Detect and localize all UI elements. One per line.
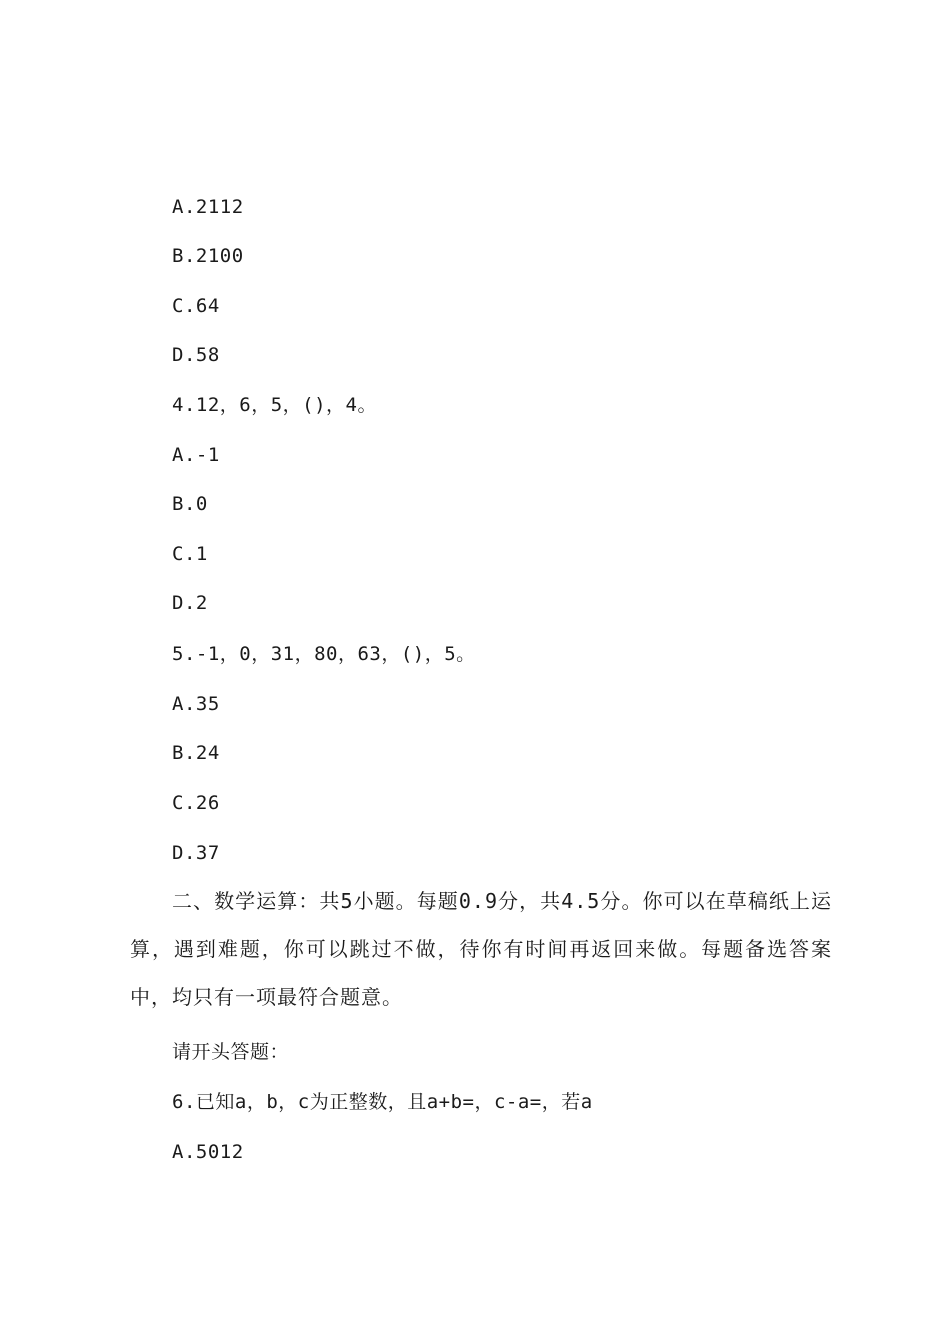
q5-option-c: C.26: [172, 792, 220, 814]
q4-option-b: B.0: [172, 493, 208, 515]
q4-stem: 4.12，6，5，()，4。: [172, 394, 377, 416]
q5-option-b: B.24: [172, 742, 220, 764]
q6-stem: 6.已知a，b，c为正整数，且a+b=，c-a=，若a: [172, 1091, 593, 1113]
q3-option-d: D.58: [172, 344, 220, 366]
q4-option-a: A.-1: [172, 444, 220, 466]
q5-stem: 5.-1，0，31，80，63，()，5。: [172, 643, 476, 665]
section2-intro: 二、数学运算：共5小题。每题0.9分，共4.5分。你可以在草稿纸上运算，遇到难题，你可以跳过不做，待你有时间再返回来做。每题备选答案中，均只有一项最符合题意。: [130, 889, 832, 1009]
q3-option-a: A.2112: [172, 196, 244, 218]
q3-option-b: B.2100: [172, 245, 244, 267]
q3-option-c: C.64: [172, 295, 220, 317]
q4-option-c: C.1: [172, 543, 208, 565]
q5-option-d: D.37: [172, 842, 220, 864]
q6-option-a: A.5012: [172, 1141, 244, 1163]
q5-option-a: A.35: [172, 693, 220, 715]
section2-start: 请开头答题：: [172, 1041, 290, 1063]
q4-option-d: D.2: [172, 592, 208, 614]
